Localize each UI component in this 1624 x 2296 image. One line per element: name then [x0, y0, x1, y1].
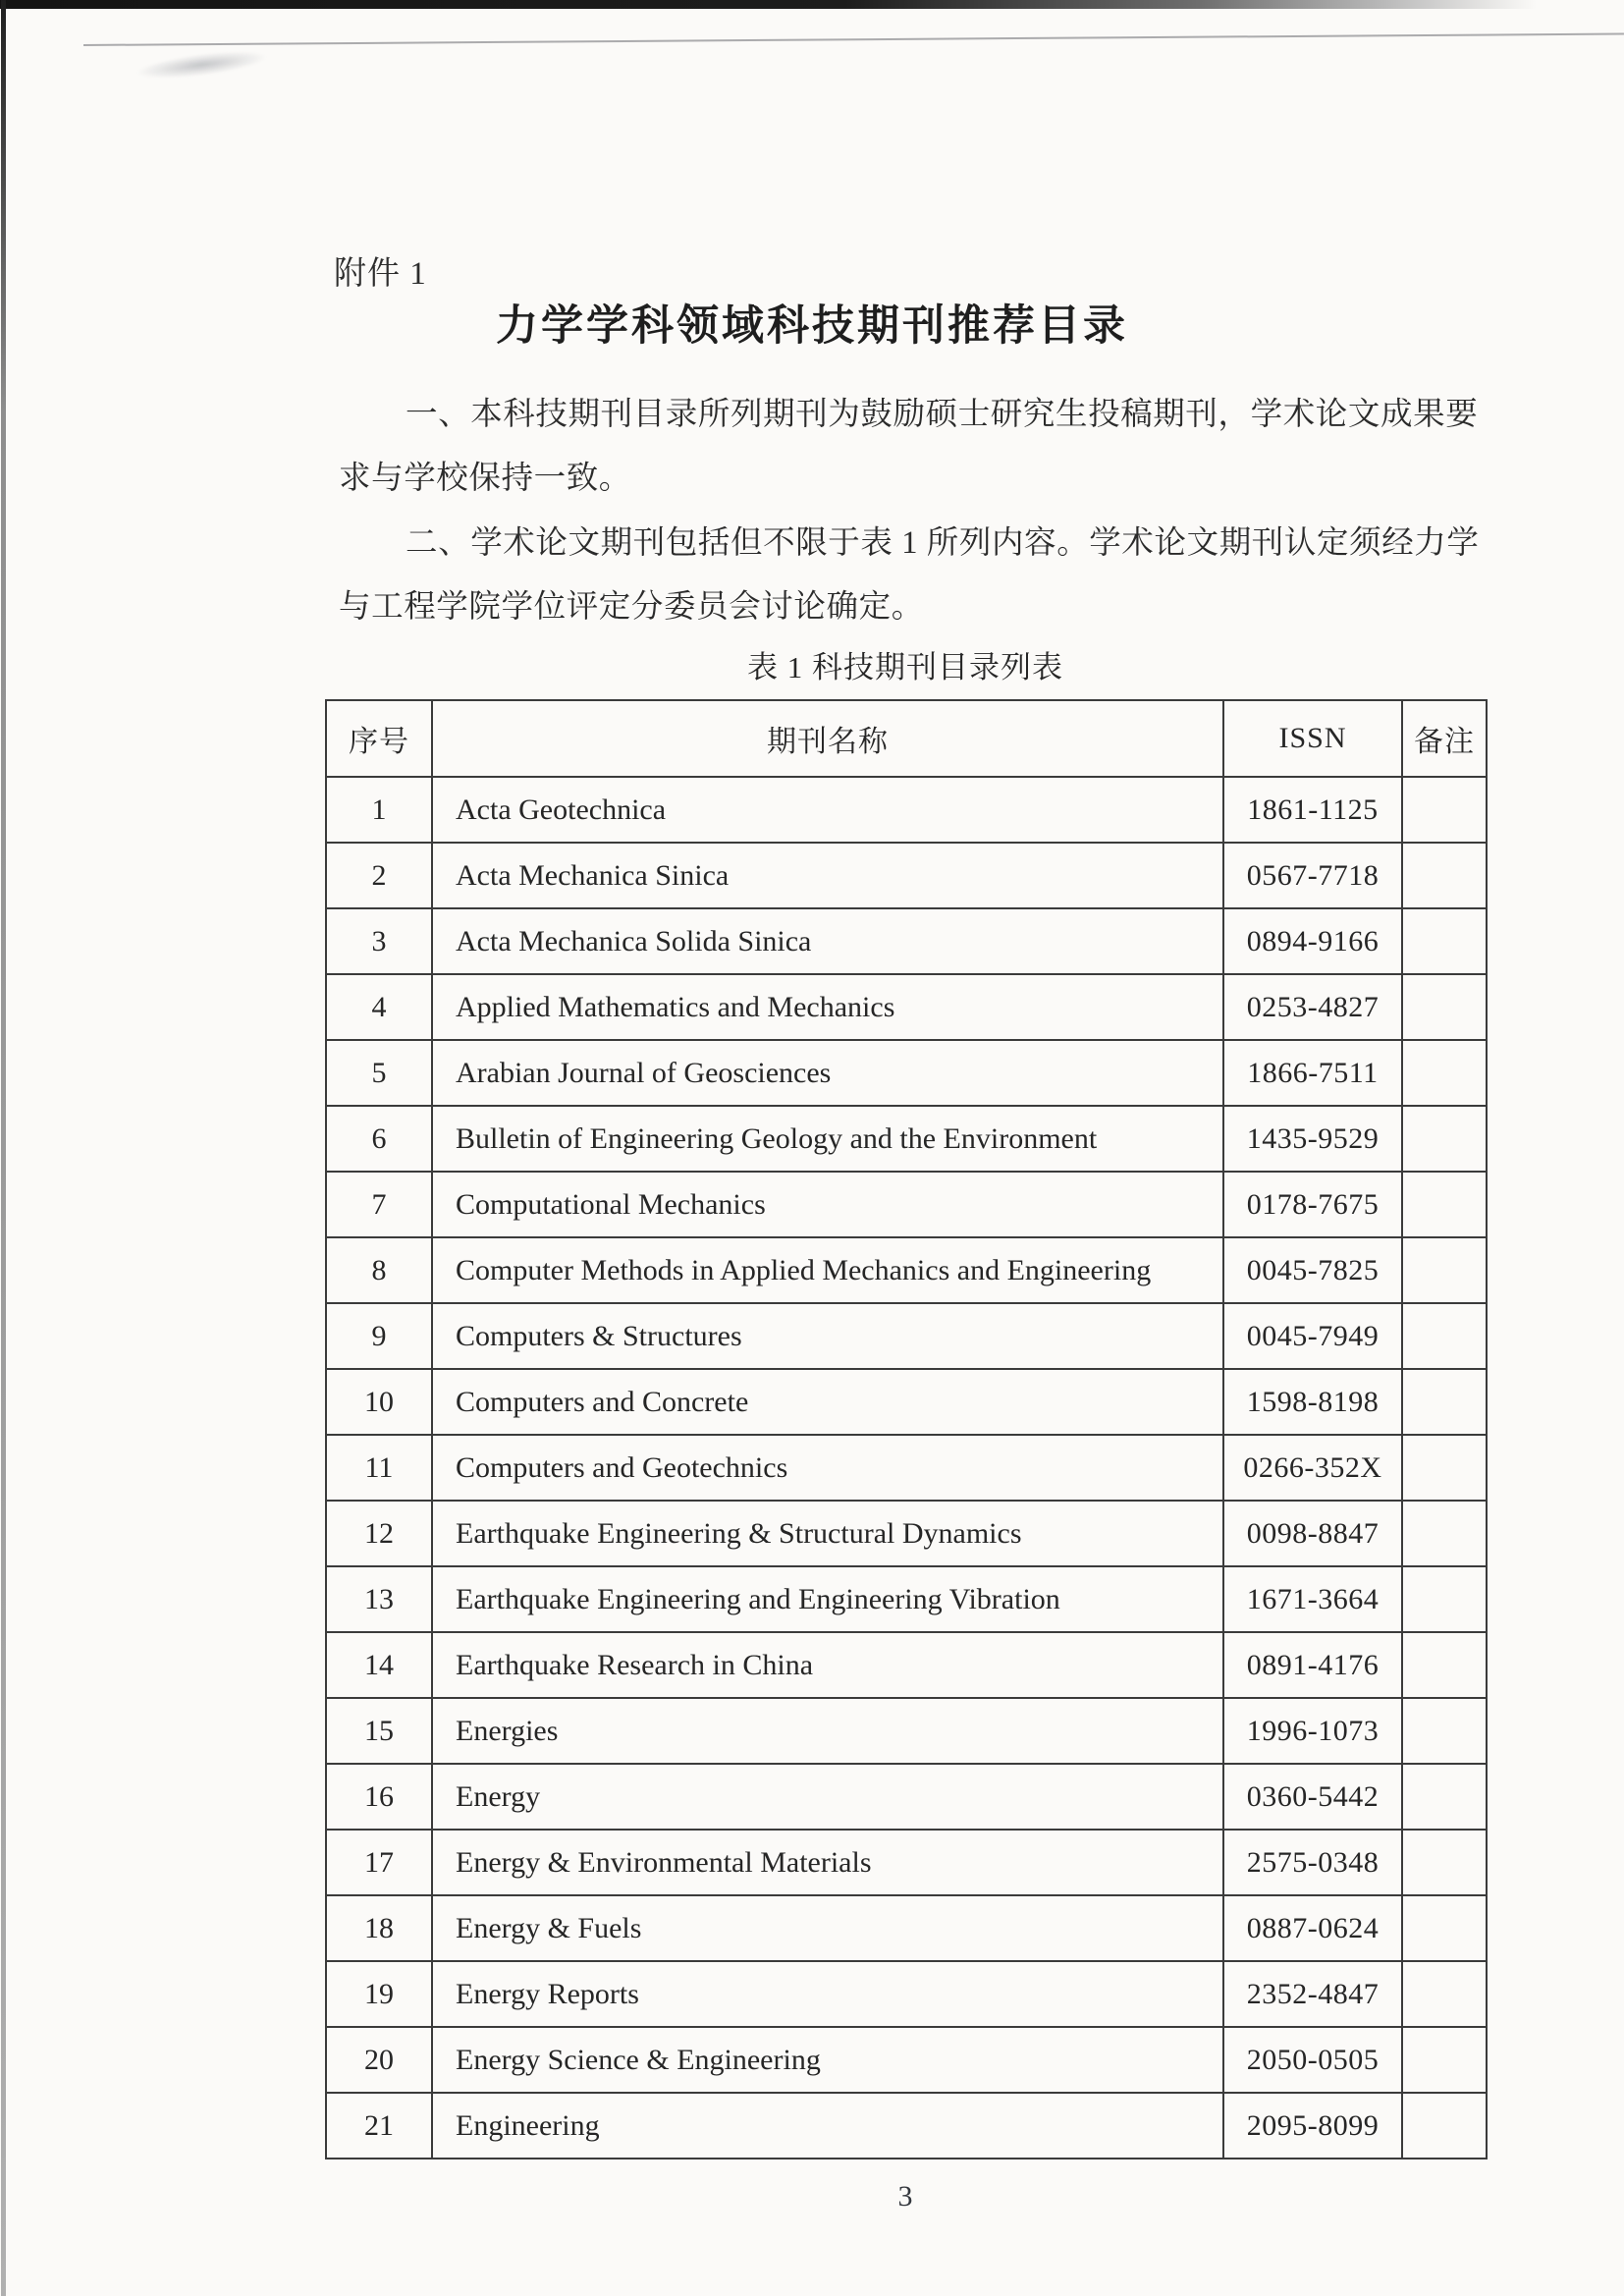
row-note-cell [1402, 908, 1487, 974]
table-row [326, 843, 1487, 908]
row-note-cell [1402, 1566, 1487, 1632]
table-row [326, 1698, 1487, 1764]
journal-name-cell: Acta Geotechnica [432, 777, 1223, 843]
table-row [326, 1172, 1487, 1237]
row-index-cell: 21 [326, 2093, 432, 2159]
row-note-cell [1402, 843, 1487, 908]
journal-issn-cell: 1671-3664 [1223, 1566, 1402, 1632]
journal-name-cell: Computers and Concrete [432, 1369, 1223, 1435]
table-row [326, 1369, 1487, 1435]
table-row [326, 777, 1487, 843]
journal-issn-cell: 1598-8198 [1223, 1369, 1402, 1435]
journal-issn-cell: 1996-1073 [1223, 1698, 1402, 1764]
journal-table-header [326, 700, 1487, 777]
row-note-cell [1402, 1501, 1487, 1566]
journal-name-cell: Computers & Structures [432, 1303, 1223, 1369]
row-index-cell: 19 [326, 1961, 432, 2027]
page-title: 力学学科领域科技期刊推荐目录 [496, 302, 1128, 350]
table-row [326, 1632, 1487, 1698]
page-number: 3 [897, 2180, 913, 2213]
row-note-cell [1402, 1961, 1487, 2027]
row-index-cell: 6 [326, 1106, 432, 1172]
row-index-cell: 13 [326, 1566, 432, 1632]
journal-name-cell: Energy & Fuels [432, 1895, 1223, 1961]
header-cell-journal-name: 期刊名称 [432, 700, 1223, 777]
journal-name-cell: Energy [432, 1764, 1223, 1830]
table-row [326, 1895, 1487, 1961]
journal-name-cell: Acta Mechanica Solida Sinica [432, 908, 1223, 974]
table-row [326, 908, 1487, 974]
journal-name-cell: Applied Mathematics and Mechanics [432, 974, 1223, 1040]
row-note-cell [1402, 1172, 1487, 1237]
header-cell-index: 序号 [326, 700, 432, 777]
row-index-cell: 20 [326, 2027, 432, 2093]
journal-issn-cell: 2575-0348 [1223, 1830, 1402, 1895]
table-row [326, 1040, 1487, 1106]
row-note-cell [1402, 1632, 1487, 1698]
header-cell-note: 备注 [1402, 700, 1487, 777]
journal-issn-cell: 0045-7825 [1223, 1237, 1402, 1303]
table-row [326, 2027, 1487, 2093]
row-index-cell: 7 [326, 1172, 432, 1237]
table-row [326, 2093, 1487, 2159]
journal-name-cell: Computers and Geotechnics [432, 1435, 1223, 1501]
table-caption: 表 1 科技期刊目录列表 [747, 650, 1063, 684]
scan-artifact-diagonal-line [83, 32, 1624, 46]
journal-issn-cell: 0567-7718 [1223, 843, 1402, 908]
row-index-cell: 3 [326, 908, 432, 974]
table-row [326, 1435, 1487, 1501]
row-index-cell: 14 [326, 1632, 432, 1698]
header-row [326, 700, 1487, 777]
row-index-cell: 8 [326, 1237, 432, 1303]
row-index-cell: 11 [326, 1435, 432, 1501]
journal-name-cell: Engineering [432, 2093, 1223, 2159]
attachment-label: 附件 1 [334, 256, 427, 292]
journal-name-cell: Earthquake Research in China [432, 1632, 1223, 1698]
row-note-cell [1402, 1369, 1487, 1435]
row-index-cell: 10 [326, 1369, 432, 1435]
scan-artifact-top-band [0, 0, 1537, 9]
paragraph-1-line-1: 一、本科技期刊目录所列期刊为鼓励硕士研究生投稿期刊，学术论文成果要 [406, 397, 1479, 432]
header-cell-issn: ISSN [1223, 700, 1402, 777]
row-note-cell [1402, 2093, 1487, 2159]
row-index-cell: 17 [326, 1830, 432, 1895]
row-index-cell: 12 [326, 1501, 432, 1566]
journal-issn-cell: 0045-7949 [1223, 1303, 1402, 1369]
row-note-cell [1402, 1830, 1487, 1895]
table-row [326, 1764, 1487, 1830]
journal-issn-cell: 1861-1125 [1223, 777, 1402, 843]
journal-table [325, 699, 1488, 2159]
journal-name-cell: Earthquake Engineering and Engineering Vibration [432, 1566, 1223, 1632]
row-index-cell: 2 [326, 843, 432, 908]
row-note-cell [1402, 974, 1487, 1040]
table-row [326, 974, 1487, 1040]
journal-issn-cell: 0360-5442 [1223, 1764, 1402, 1830]
journal-issn-cell: 2352-4847 [1223, 1961, 1402, 2027]
journal-issn-cell: 0891-4176 [1223, 1632, 1402, 1698]
row-index-cell: 16 [326, 1764, 432, 1830]
table-row [326, 1830, 1487, 1895]
journal-name-cell: Arabian Journal of Geosciences [432, 1040, 1223, 1106]
journal-name-cell: Computer Methods in Applied Mechanics and Engineering [432, 1237, 1223, 1303]
row-note-cell [1402, 1764, 1487, 1830]
paragraph-1-line-2: 求与学校保持一致。 [339, 461, 631, 496]
row-note-cell [1402, 1895, 1487, 1961]
row-index-cell: 15 [326, 1698, 432, 1764]
journal-issn-cell: 1866-7511 [1223, 1040, 1402, 1106]
table-row [326, 1106, 1487, 1172]
journal-name-cell: Energy Reports [432, 1961, 1223, 2027]
table-row [326, 1237, 1487, 1303]
row-index-cell: 5 [326, 1040, 432, 1106]
journal-table-body [326, 777, 1487, 2159]
scan-artifact-smudge [135, 46, 269, 83]
row-index-cell: 4 [326, 974, 432, 1040]
journal-issn-cell: 1435-9529 [1223, 1106, 1402, 1172]
table-row [326, 1566, 1487, 1632]
journal-issn-cell: 0894-9166 [1223, 908, 1402, 974]
paragraph-2-line-2: 与工程学院学位评定分委员会讨论确定。 [339, 589, 924, 625]
row-index-cell: 1 [326, 777, 432, 843]
row-note-cell [1402, 1237, 1487, 1303]
journal-issn-cell: 0098-8847 [1223, 1501, 1402, 1566]
row-note-cell [1402, 1698, 1487, 1764]
journal-name-cell: Bulletin of Engineering Geology and the Environment [432, 1106, 1223, 1172]
row-note-cell [1402, 1040, 1487, 1106]
row-note-cell [1402, 1435, 1487, 1501]
row-note-cell [1402, 1303, 1487, 1369]
journal-name-cell: Acta Mechanica Sinica [432, 843, 1223, 908]
journal-issn-cell: 0887-0624 [1223, 1895, 1402, 1961]
table-row [326, 1303, 1487, 1369]
row-note-cell [1402, 777, 1487, 843]
journal-issn-cell: 2050-0505 [1223, 2027, 1402, 2093]
journal-issn-cell: 0253-4827 [1223, 974, 1402, 1040]
row-note-cell [1402, 1106, 1487, 1172]
journal-issn-cell: 2095-8099 [1223, 2093, 1402, 2159]
journal-name-cell: Energy & Environmental Materials [432, 1830, 1223, 1895]
journal-name-cell: Energy Science & Engineering [432, 2027, 1223, 2093]
row-note-cell [1402, 2027, 1487, 2093]
journal-name-cell: Earthquake Engineering & Structural Dynamics [432, 1501, 1223, 1566]
journal-name-cell: Energies [432, 1698, 1223, 1764]
paragraph-2-line-1: 二、学术论文期刊包括但不限于表 1 所列内容。学术论文期刊认定须经力学 [406, 525, 1480, 561]
journal-issn-cell: 0266-352X [1223, 1435, 1402, 1501]
row-index-cell: 18 [326, 1895, 432, 1961]
journal-name-cell: Computational Mechanics [432, 1172, 1223, 1237]
journal-issn-cell: 0178-7675 [1223, 1172, 1402, 1237]
table-row [326, 1501, 1487, 1566]
table-row [326, 1961, 1487, 2027]
row-index-cell: 9 [326, 1303, 432, 1369]
